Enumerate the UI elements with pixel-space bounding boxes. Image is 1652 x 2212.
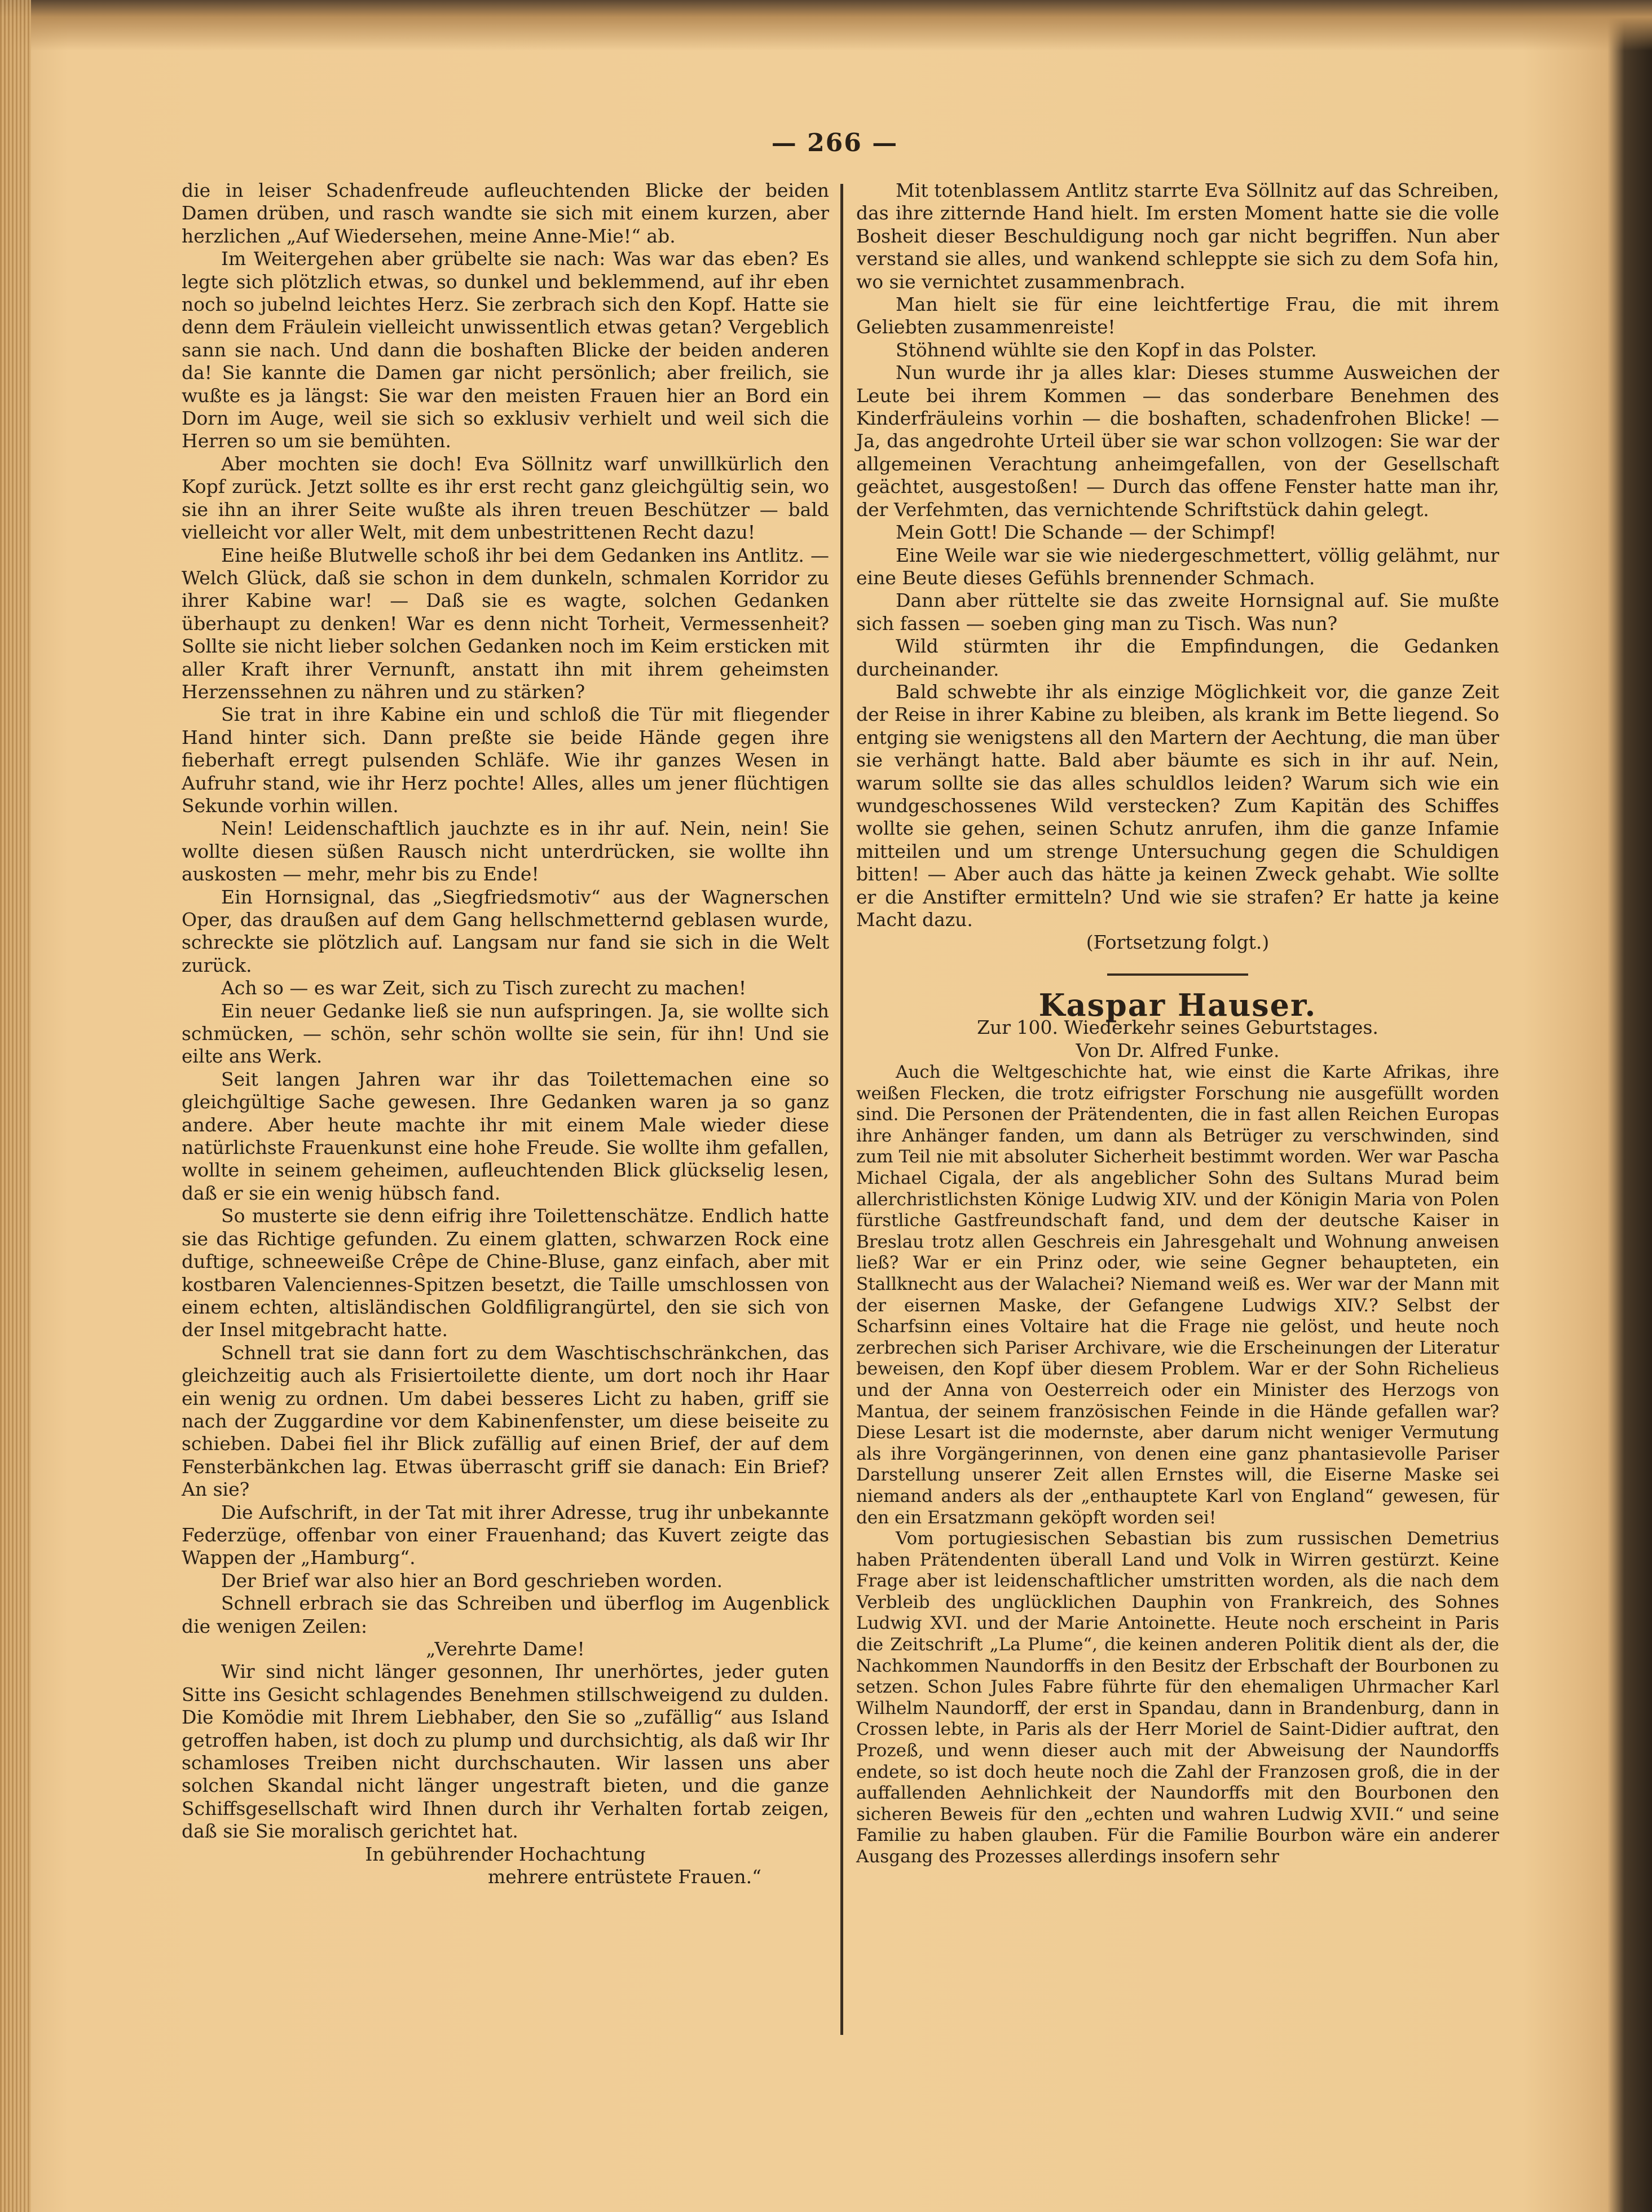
paragraph: die in leiser Schadenfreude aufleuchtenden Blicke der beiden Damen drüben, und rasch wandte sie sich mit einem kurzen, aber herzlichen „Auf Wiedersehen, meine Anne-Mie!“ ab. <box>182 179 829 247</box>
article-paragraph: Vom portugiesischen Sebastian bis zum russischen Demetrius haben Prätendenten überall Land und Volk in Wirren gestürzt. Keine Frage aber ist leidenschaftlicher umstritten worden, als die nach dem Verbleib des unglücklichen Dauphin von Frankreich, des Sohnes Ludwig XVI. und der Marie Antoinette. Heute noch erscheint in Paris die Zeitschrift „La Plume“, die keinen anderen Politik dient als der, die Nachkommen Naundorffs in den Besitz der Erbschaft der Bourbonen zu setzen. Schon Jules Fabre führte für den ehemaligen Uhrmacher Karl Wilhelm Naundorff, der erst in Spandau, dann in Brandenburg, dann in Crossen lebte, in Paris als der Herr Moriel de Saint-Didier auftrat, den Prozeß, und wenn dieser auch mit der Abweisung der Naundorffs endete, so ist doch heute noch die Zahl der Franzosen groß, die in der auffallenden Aehnlichkeit der Naundorffs mit den Bourbonen den sicheren Beweis für den „echten und wahren Ludwig XVII.“ und seine Familie zu haben glauben. Für die Familie Bourbon wäre ein anderer Ausgang des Prozesses allerdings insofern sehr <box>856 1528 1499 1867</box>
paragraph: Ein neuer Gedanke ließ sie nun aufspringen. Ja, sie wollte sich schmücken, — schön, sehr schön wollte sie sein, für ihn! Und sie eilte ans Werk. <box>182 999 829 1068</box>
column-divider <box>840 184 843 2035</box>
page-top-shadow <box>0 0 1652 51</box>
paragraph: Mit totenblassem Antlitz starrte Eva Söllnitz auf das Schreiben, das ihre zitternde Hand hielt. Im ersten Moment hatte sie die volle Bosheit dieser Beschuldigung noch gar nicht begriffen. Nun aber verstand sie alles, und wankend schleppte sie sich zu dem Sofa hin, wo sie vernichtet zusammenbrach. <box>856 179 1499 293</box>
article-paragraph: Auch die Weltgeschichte hat, wie einst die Karte Afrikas, ihre weißen Flecken, die trotz eifrigster Forschung nie ausgefüllt worden sind. Die Personen der Prätendenten, die in fast allen Reichen Europas ihre Anhänger fanden, um dann als Betrüger zu verschwinden, sind zum Teil nie mit absoluter Sicherheit bestimmt worden. Wer war Pascha Michael Cigala, der als angeblicher Sohn des Sultans Murad beim allerchristlichsten Könige Ludwig XIV. und der Königin Maria von Polen fürstliche Gastfreundschaft fand, und dem der deutsche Kaiser in Breslau trotz allen Geschreis ein Jahresgehalt und Wohnung anweisen ließ? War er ein Prinz oder, wie seine Gegner behaupteten, ein Stallknecht aus der Walachei? Niemand weiß es. Wer war der Mann mit der eisernen Maske, der Gefangene Ludwigs XIV.? Selbst der Scharfsinn eines Voltaire hat die Frage nie gelöst, und heute noch zerbrechen sich Pariser Archivare, wie die Erscheinungen der Literatur beweisen, den Kopf über diesem Problem. War er der Sohn Richelieus und der Anna von Oesterreich oder ein Minister des Herzogs von Mantua, der seinem französischen Feinde in die Hände gefallen war? Diese Lesart ist die modernste, aber darum nicht weniger Vermutung als ihre Vorgängerinnen, von denen eine ganz phantasievolle Pariser Darstellung unserer Zeit allen Ernstes will, die Eiserne Maske sei niemand anders als der „enthauptete Karl von England“ gewesen, für den ein Ersatzmann geköpft worden sei! <box>856 1062 1499 1528</box>
paragraph: Schnell erbrach sie das Schreiben und überflog im Augenblick die wenigen Zeilen: <box>182 1592 829 1637</box>
paragraph: Eine Weile war sie wie niedergeschmettert, völlig gelähmt, nur eine Beute dieses Gefühls brennender Schmach. <box>856 544 1499 589</box>
letter-salutation: „Verehrte Dame! <box>426 1638 585 1660</box>
left-column <box>182 179 829 1888</box>
page-number: — 266 — <box>771 129 898 157</box>
right-column <box>856 179 1499 1868</box>
paragraph: Die Aufschrift, in der Tat mit ihrer Adresse, trug ihr unbekannte Federzüge, offenbar von einer Frauenhand; das Kuvert zeigte das Wappen der „Hamburg“. <box>182 1501 829 1569</box>
paragraph: Der Brief war also hier an Bord geschrieben worden. <box>221 1569 723 1592</box>
letter-body: Wir sind nicht länger gesonnen, Ihr unerhörtes, jeder guten Sitte ins Gesicht schlagendes Benehmen stillschweigend zu dulden. Die Komödie mit Ihrem Liebhaber, den Sie so „zufällig“ aus Island getroffen haben, ist doch zu plump und durchsichtig, als daß wir Ihr schamloses Treiben nicht durchschauten. Wir lassen uns aber solchen Skandal nicht länger ungestraft bieten, und die ganze Schiffsgesellschaft wird Ihnen durch ihr Verhalten fortab zeigen, daß sie Sie moralisch gerichtet hat. <box>182 1660 829 1843</box>
paragraph: Nein! Leidenschaftlich jauchzte es in ihr auf. Nein, nein! Sie wollte diesen süßen Rausch nicht unterdrücken, sie wollte ihn auskosten — mehr, mehr bis zu Ende! <box>182 817 829 885</box>
letter-closing: In gebührender Hochachtung <box>365 1843 646 1865</box>
paragraph: Im Weitergehen aber grübelte sie nach: Was war das eben? Es legte sich plötzlich etwas, so dunkel und beklemmend, auf ihr eben noch so jubelnd leichtes Herz. Sie zerbrach sich den Kopf. Hatte sie denn dem Fräulein vielleicht unwissentlich etwas getan? Vergeblich sann sie nach. Und dann die boshaften Blicke der beiden anderen da! Sie kannte die Damen gar nicht persönlich; aber freilich, sie wußte es ja längst: Sie war den meisten Frauen hier an Bord ein Dorn im Auge, weil sie sich so exklusiv verhielt und weil sich die Herren so um sie bemühten. <box>182 248 829 452</box>
article-subtitle: Zur 100. Wiederkehr seines Geburtstages. <box>977 1016 1378 1039</box>
article-byline: Von Dr. Alfred Funke. <box>1076 1039 1280 1061</box>
paragraph: Ein Hornsignal, das „Siegfriedsmotiv“ aus der Wagnerschen Oper, das draußen auf dem Gang hellschmetternd geblasen wurde, schreckte sie plötzlich auf. Langsam nur fand sie sich in die Welt zurück. <box>182 885 829 976</box>
paragraph: Ach so — es war Zeit, sich zu Tisch zurecht zu machen! <box>221 977 747 999</box>
paragraph: Bald schwebte ihr als einzige Möglichkeit vor, die ganze Zeit der Reise in ihrer Kabine zu bleiben, als krank im Bette liegend. So entging sie wenigstens all den Martern der Aechtung, die man über sie verhängt hatte. Bald aber bäumte es sich in ihr auf. Nein, warum sollte sie das alles schuldlos leiden? Warum sich wie ein wundgeschossenes Wild verstecken? Zum Kapitän des Schiffes wollte sie gehen, seinen Schutz anrufen, ihm die ganze Infamie mitteilen und um strenge Untersuchung gegen die Schuldigen bitten! — Aber auch das hätte ja keinen Zweck gehabt. Wie sollte er die Anstifter ermitteln? Und wie sie strafen? Er hatte ja keine Macht dazu. <box>856 680 1499 931</box>
paragraph: Eine heiße Blutwelle schoß ihr bei dem Gedanken ins Antlitz. — Welch Glück, daß sie schon in dem dunkeln, schmalen Korridor zu ihrer Kabine war! — Daß sie es wagte, solchen Gedanken überhaupt zu denken! War es denn nicht Torheit, Vermessenheit? Sollte sie nicht lieber solchen Gedanken noch im Keim ersticken mit aller Kraft ihrer Vernunft, anstatt ihn mit ihrem geheimsten Herzenssehnen zu nähren und zu stärken? <box>182 544 829 703</box>
paragraph: Man hielt sie für eine leichtfertige Frau, die mit ihrem Geliebten zusammenreiste! <box>856 293 1499 338</box>
page-left-edge <box>0 0 31 2212</box>
letter-signature: mehrere entrüstete Frauen.“ <box>488 1866 761 1888</box>
paragraph: Mein Gott! Die Schande — der Schimpf! <box>896 521 1276 544</box>
paragraph: Nun wurde ihr ja alles klar: Dieses stumme Ausweichen der Leute bei ihrem Kommen — das sonderbare Benehmen des Kinderfräuleins vorhin — die boshaften, schadenfrohen Blicke! — Ja, das angedrohte Urteil über sie war schon vollzogen: Sie war der allgemeinen Verachtung anheimgefallen, von der Gesellschaft geächtet, ausgestoßen! — Durch das offene Fenster hatte man ihr, der Verfehmten, das vernichtende Schriftstück dahin gelegt. <box>856 362 1499 521</box>
paragraph: Dann aber rüttelte sie das zweite Hornsignal auf. Sie mußte sich fassen — soeben ging man zu Tisch. Was nun? <box>856 589 1499 634</box>
paragraph: Sie trat in ihre Kabine ein und schloß die Tür mit fliegender Hand hinter sich. Dann preßte sie beide Hände gegen ihre fieberhaft erregt pulsenden Schläfe. Wie ihr ganzes Wesen in Aufruhr stand, wie ihr Herz pochte! Alles, alles um jener flüchtigen Sekunde vorhin willen. <box>182 703 829 817</box>
article-title: Kaspar Hauser. <box>1038 986 1317 1023</box>
paragraph: Schnell trat sie dann fort zu dem Waschtischschränkchen, das gleichzeitig auch als Frisiertoilette diente, um dort noch ihr Haar ein wenig zu ordnen. Um dabei besseres Licht zu haben, griff sie nach der Zuggardine vor dem Kabinenfenster, um diese beiseite zu schieben. Dabei fiel ihr Blick zufällig auf einen Brief, der auf dem Fensterbänkchen lag. Etwas überrascht griff sie danach: Ein Brief? An sie? <box>182 1341 829 1501</box>
paragraph: Stöhnend wühlte sie den Kopf in das Polster. <box>896 338 1317 361</box>
paragraph: Wild stürmten ihr die Empfindungen, die Gedanken durcheinander. <box>856 635 1499 680</box>
paragraph: So musterte sie denn eifrig ihre Toilettenschätze. Endlich hatte sie das Richtige gefunden. Zu einem glatten, schwarzen Rock eine duftige, schneeweiße Crêpe de Chine-Bluse, ganz einfach, aber mit kostbaren Valenciennes-Spitzen besetzt, die Taille umschlossen von einem echten, altisländischen Goldfiligrangürtel, den sie sich von der Insel mitgebracht hatte. <box>182 1205 829 1341</box>
paragraph: Seit langen Jahren war ihr das Toilettemachen eine so gleichgültige Sache gewesen. Ihre Gedanken waren ja so ganz andere. Aber heute machte ihr mit einem Male wieder diese natürlichste Frauenkunst eine hohe Freude. Sie wollte ihm gefallen, wollte in seinem geheimen, aufleuchtenden Blick glückselig lesen, daß er sie ein wenig hübsch fand. <box>182 1068 829 1204</box>
continued-note: (Fortsetzung folgt.) <box>1086 931 1270 954</box>
section-rule <box>1107 973 1248 976</box>
paragraph: Aber mochten sie doch! Eva Söllnitz warf unwillkürlich den Kopf zurück. Jetzt sollte es ihr erst recht ganz gleichgültig sein, wo sie ihn an ihrer Seite wußte als ihren treuen Beschützer — bald vielleicht vor aller Welt, mit dem unbestrittenen Recht dazu! <box>182 452 829 544</box>
